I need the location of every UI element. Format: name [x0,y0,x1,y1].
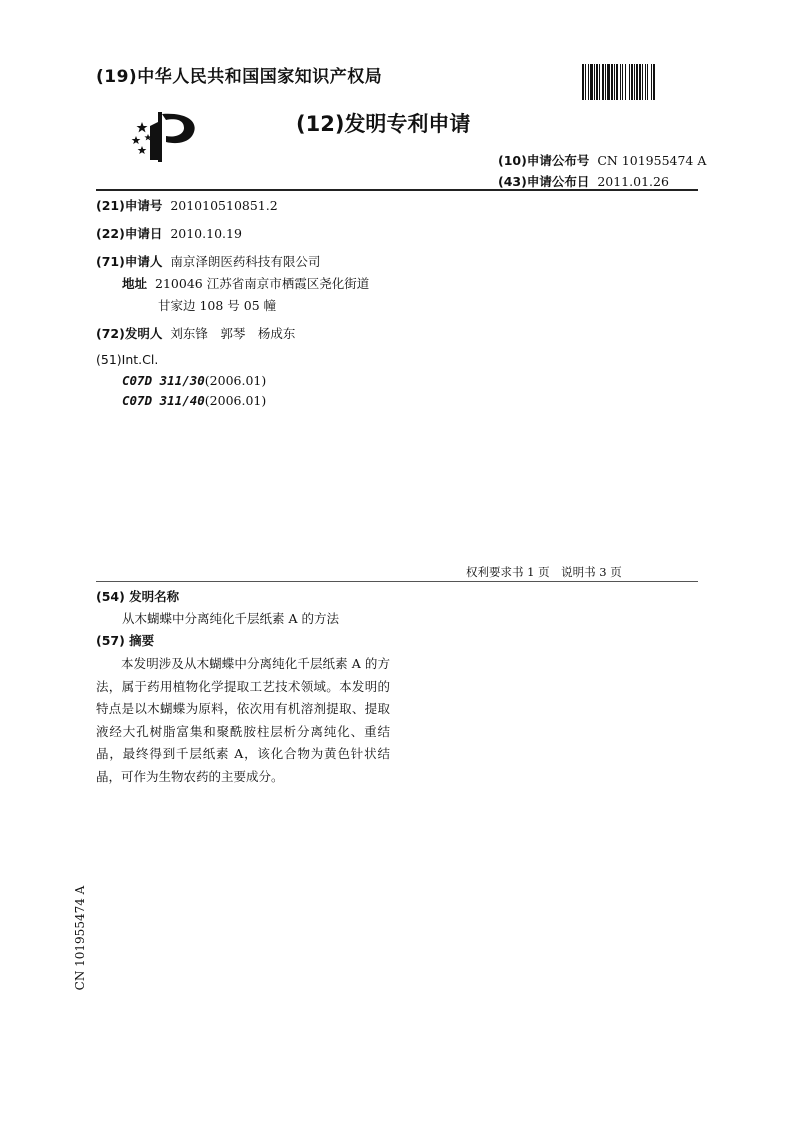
inventors-row [96,324,295,342]
inventors-label: (72)发明人 [96,326,163,341]
int-cl-date: (2006.01) [204,373,267,388]
abstract-text: 本发明涉及从木蝴蝶中分离纯化千层纸素 A 的方法，属于药用植物化学提取工艺技术领域。本发明的特点是以木蝴蝶为原料，依次用有机溶剂提取、提取液经大孔树脂富集和聚酰胺柱层析分离纯化、重结晶，最终得到千层纸素 A，该化合物为黄色针状结晶，可作为生物农药的主要成分。 [96,656,390,784]
address-line-1: 210046 江苏省南京市栖霞区尧化街道 [155,276,370,291]
invention-title: 从木蝴蝶中分离纯化千层纸素 A 的方法 [122,611,339,626]
int-cl-entry [122,393,266,408]
application-date-label: (22)申请日 [96,226,163,241]
publication-date-label: (43)申请公布日 [498,174,590,189]
office-name: (19)中华人民共和国国家知识产权局 [96,67,383,87]
page-counts: 权利要求书 1 页 说明书 3 页 [466,565,622,579]
inventors-value: 刘东锋 郭琴 杨成东 [170,326,296,341]
publication-date-row [498,172,669,190]
int-cl-row [96,352,158,367]
int-cl-code: C07D 311/40 [122,393,205,408]
section-divider [96,581,698,582]
barcode-icon [582,64,698,100]
invention-title-label: (54) 发明名称 [96,589,180,604]
publication-date-value: 2011.01.26 [597,174,669,189]
address-label: 地址 [122,276,148,291]
applicant-value: 南京泽朗医药科技有限公司 [170,254,321,269]
int-cl-label: (51)Int.Cl. [96,352,159,367]
publication-number-value: CN 101955474 A [597,153,707,168]
address-row [122,274,369,292]
application-number-label: (21)申请号 [96,198,163,213]
publication-number-row [498,151,706,169]
address-line-2-row [158,296,276,314]
address-line-2: 甘家边 108 号 05 幢 [158,298,277,313]
publication-number-label: (10)申请公布号 [498,153,590,168]
application-number-value: 201010510851.2 [170,198,278,213]
sipo-logo-icon [128,108,202,166]
int-cl-entry [122,373,266,388]
abstract-label: (57) 摘要 [96,633,155,648]
int-cl-code: C07D 311/30 [122,373,205,388]
application-date-row [96,224,242,242]
application-date-value: 2010.10.19 [170,226,242,241]
document-type-title: (12)发明专利申请 [296,112,471,136]
applicant-label: (71)申请人 [96,254,163,269]
applicant-row [96,252,320,270]
application-number-row [96,196,278,214]
header-divider [96,189,698,191]
int-cl-date: (2006.01) [204,393,267,408]
side-publication-id: CN 101955474 A [73,885,87,991]
